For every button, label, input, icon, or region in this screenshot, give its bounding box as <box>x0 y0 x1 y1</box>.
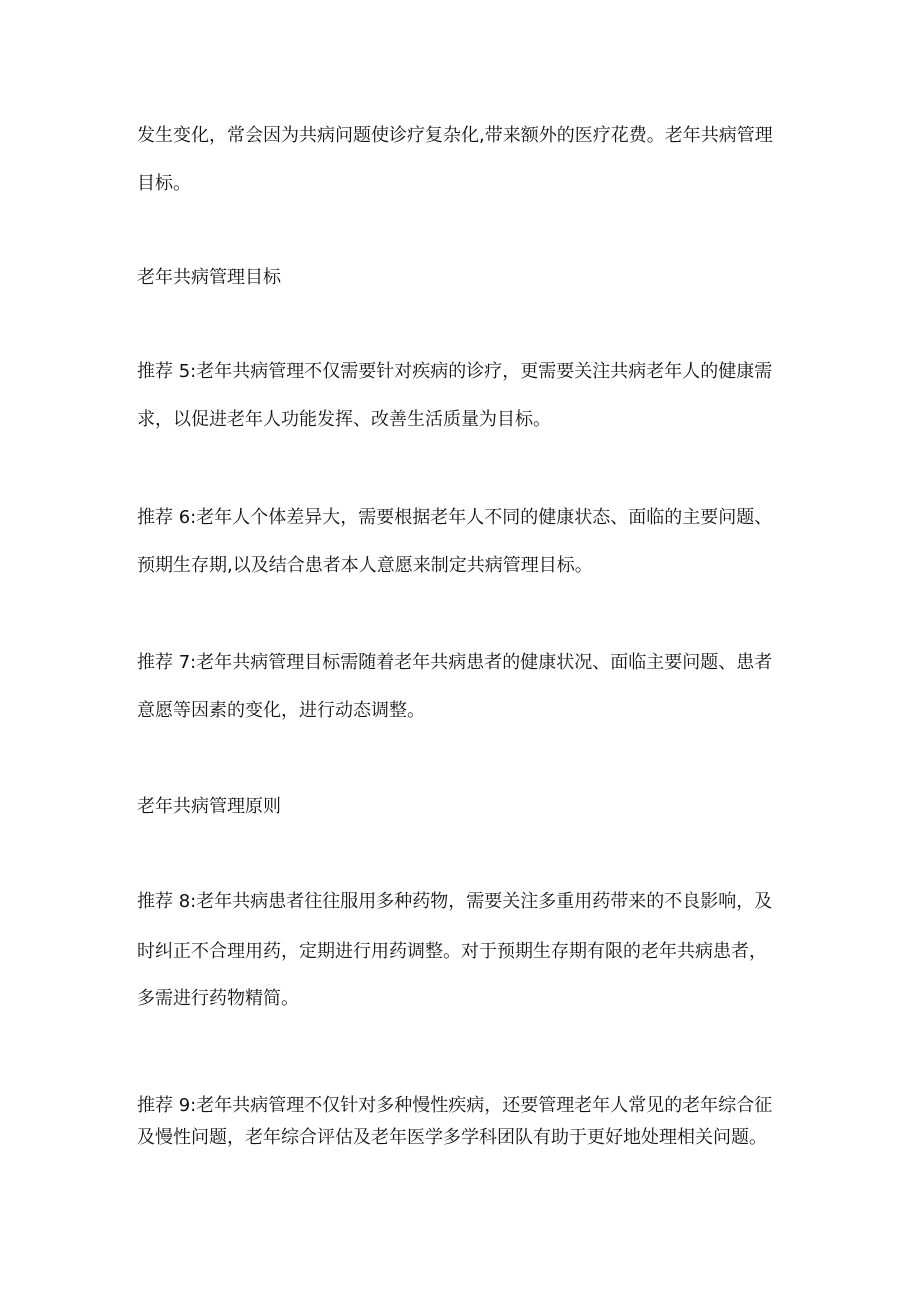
paragraph-intro-line-2: 目标。 <box>137 173 191 194</box>
recommendation-5-line-2: 求，以促进老年人功能发挥、改善生活质量为目标。 <box>137 409 551 430</box>
recommendation-6-line-1: 推荐 6:老年人个体差异大，需要根据老年人不同的健康状态、面临的主要问题、 <box>137 507 773 528</box>
section-heading-principles: 老年共病管理原则 <box>137 796 281 817</box>
recommendation-6-line-2: 预期生存期,以及结合患者本人意愿来制定共病管理目标。 <box>137 555 593 576</box>
recommendation-9-line-1: 推荐 9:老年共病管理不仅针对多种慢性疾病，还要管理老年人常见的老年综合征 <box>137 1095 773 1116</box>
recommendation-8-line-2: 时纠正不合理用药，定期进行用药调整。对于预期生存期有限的老年共病患者， <box>137 941 767 962</box>
section-heading-goals: 老年共病管理目标 <box>137 267 281 288</box>
recommendation-7-line-1: 推荐 7:老年共病管理目标需随着老年共病患者的健康状况、面临主要问题、患者 <box>137 652 773 673</box>
recommendation-8-line-1: 推荐 8:老年共病患者往往服用多种药物，需要关注多重用药带来的不良影响，及 <box>137 891 773 912</box>
paragraph-intro-line-1: 发生变化，常会因为共病问题使诊疗复杂化,带来额外的医疗花费。老年共病管理 <box>137 125 773 146</box>
recommendation-5-line-1: 推荐 5:老年共病管理不仅需要针对疾病的诊疗，更需要关注共病老年人的健康需 <box>137 361 773 382</box>
recommendation-7-line-2: 意愿等因素的变化，进行动态调整。 <box>137 700 425 721</box>
recommendation-8-line-3: 多需进行药物精简。 <box>137 988 299 1009</box>
recommendation-9-line-2: 及慢性问题，老年综合评估及老年医学多学科团队有助于更好地处理相关问题。 <box>137 1127 767 1148</box>
